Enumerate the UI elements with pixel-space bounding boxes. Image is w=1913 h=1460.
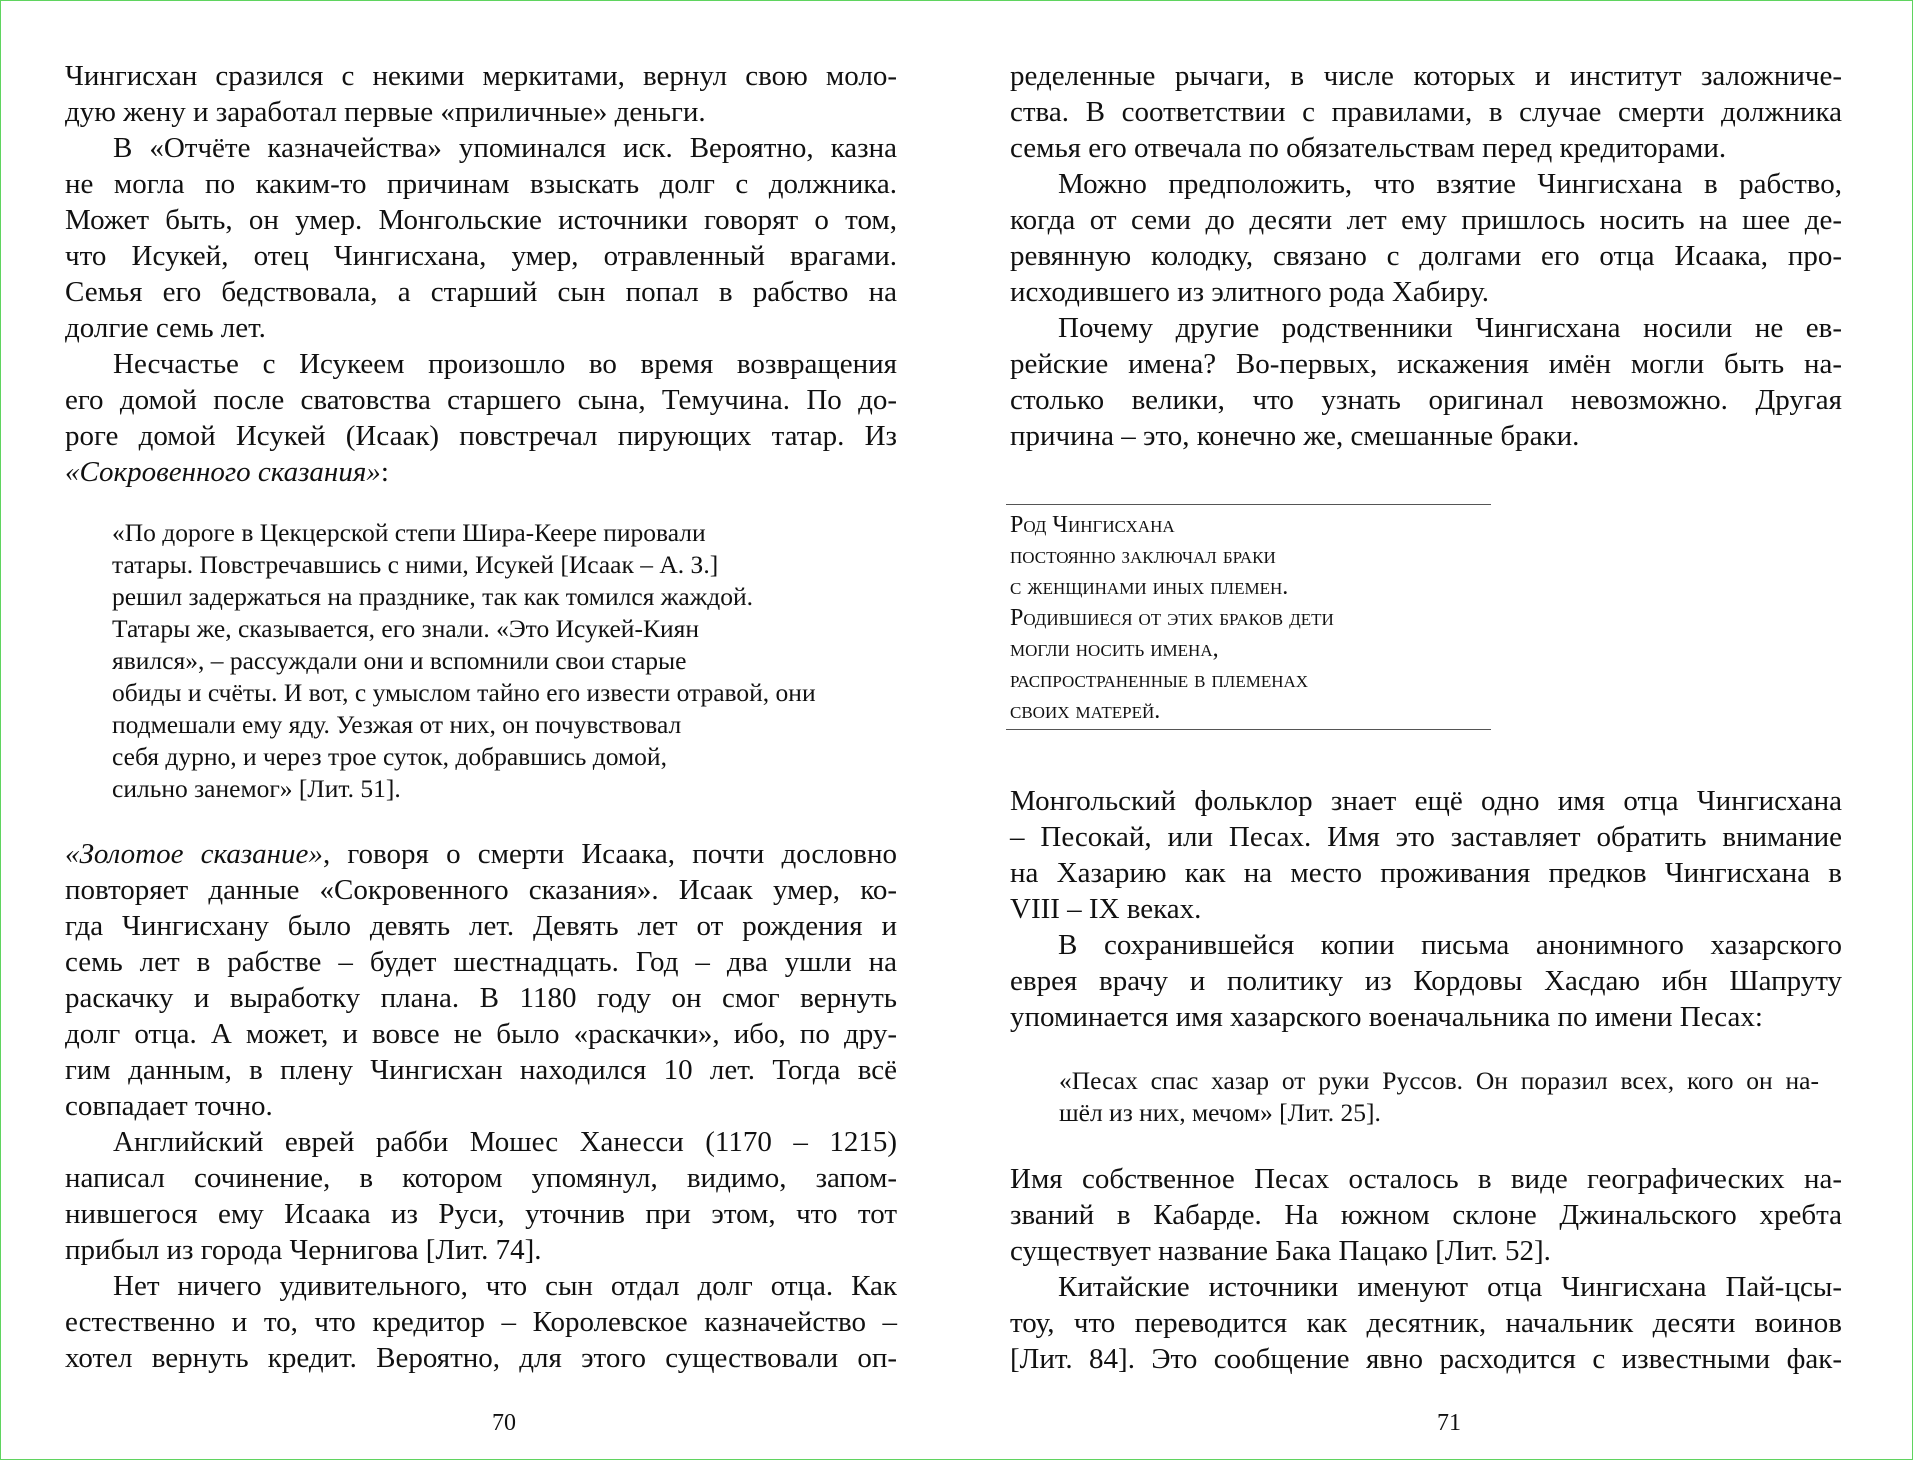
text-line: В сохранившейся копии письма анонимного хазарского (1058, 929, 1842, 961)
text-line: тоу, что переводится как десятник, начальник десяти воинов (1010, 1307, 1842, 1339)
right-text-block-3 (1010, 1161, 1842, 1377)
text-line: естественно и то, что кредитор – Королевское казначейство – (65, 1306, 897, 1338)
text-line: ревянную колодку, связано с долгами его отца Исаака, про- (1010, 240, 1842, 272)
text-line: распространенные в племенах (1010, 667, 1309, 693)
text-line: VIII – IX веках. (1010, 893, 1202, 925)
text-line: Может быть, он умер. Монгольские источники говорят о том, (65, 204, 897, 236)
text-line: обиды и счёты. И вот, с умыслом тайно его извести отравой, они (112, 678, 816, 707)
page-number-right: 71 (1437, 1410, 1461, 1436)
page-number-left: 70 (492, 1410, 516, 1436)
text-line: Английский еврей рабби Мошес Ханесси (1170 – 1215) (113, 1126, 897, 1158)
text-line: хотел вернуть кредит. Вероятно, для этого существовали оп- (65, 1342, 897, 1374)
right-quote (1059, 1065, 1819, 1129)
left-quote (112, 517, 912, 805)
text-line: Чингисхан сразился с некими меркитами, вернул свою моло- (65, 60, 897, 92)
text-line: Нет ничего удивительного, что сын отдал долг отца. Как (113, 1270, 897, 1302)
text-line: Можно предположить, что взятие Чингисхана в рабство, (1058, 168, 1842, 200)
text-line: званий в Кабарде. На южном склоне Джинальского хребта (1010, 1199, 1842, 1231)
text-line: ределенные рычаги, в числе которых и институт заложниче- (1010, 60, 1842, 92)
text-line: столько велики, что узнать оригинал невозможно. Другая (1010, 384, 1842, 416)
text-line: упоминается имя хазарского военачальника по имени Песах: (1010, 1001, 1763, 1033)
text-line (65, 454, 897, 490)
text-line: совпадает точно. (65, 1090, 273, 1122)
text-line: гда Чингисхану было девять лет. Девять лет от рождения и (65, 910, 897, 942)
text-line: могли носить имена, (1010, 636, 1219, 662)
text-line: семь лет в рабстве – будет шестнадцать. Год – два ушли на (65, 946, 897, 978)
text-line: В «Отчёте казначейства» упоминался иск. Вероятно, казна (113, 132, 897, 164)
text-line: Почему другие родственники Чингисхана носили не ев- (1058, 312, 1842, 344)
text-line: гим данным, в плену Чингисхан находился 10 лет. Тогда всё (65, 1054, 897, 1086)
text-line: роге домой Исукей (Исаак) повстречал пирующих татар. Из (65, 420, 897, 452)
text-line: шёл из них, мечом» [Лит. 25]. (1059, 1098, 1381, 1127)
text-line: «Песах спас хазар от руки Руссов. Он поразил всех, кого он на- (1059, 1066, 1819, 1095)
text-line: раскачку и выработку плана. В 1180 году он смог вернуть (65, 982, 897, 1014)
text-line: что Исукей, отец Чингисхана, умер, отравленный врагами. (65, 240, 897, 272)
text-line: повторяет данные «Сокровенного сказания». Исаак умер, ко- (65, 874, 897, 906)
text-line: постоянно заключал браки (1010, 543, 1276, 569)
text-line: на Хазарию как на место проживания предков Чингисхана в (1010, 857, 1842, 889)
text-line: долгие семь лет. (65, 312, 266, 344)
italic-title: «Золотое сказание» (65, 838, 323, 870)
left-text-block-1 (65, 58, 897, 490)
text-line: еврея врачу и политику из Кордовы Хасдаю ибн Шапруту (1010, 965, 1842, 997)
text-line: не могла по каким-то причинам взыскать долг с должника. (65, 168, 897, 200)
text-line: причина – это, конечно же, смешанные браки. (1010, 420, 1580, 452)
text-line: – Песокай, или Песах. Имя это заставляет обратить внимание (1010, 821, 1842, 853)
text-line: [Лит. 84]. Это сообщение явно расходится с известными фак- (1010, 1343, 1842, 1375)
text-line: исходившего из элитного рода Хабиру. (1010, 276, 1490, 308)
text-line (65, 836, 897, 872)
text-line: рейские имена? Во-первых, искажения имён могли быть на- (1010, 348, 1842, 380)
text-line: когда от семи до десяти лет ему пришлось носить на шее де- (1010, 204, 1842, 236)
right-text-block-1 (1010, 58, 1842, 454)
text-line: нившегося ему Исаака из Руси, уточнив при этом, что тот (65, 1198, 897, 1230)
text-line: Китайские источники именуют отца Чингисхана Пай-цсы- (1058, 1271, 1842, 1303)
text-line: себя дурно, и через трое суток, добравшись домой, (112, 742, 667, 771)
text-line: его домой после сватовства старшего сына, Темучина. По до- (65, 384, 897, 416)
text-line: Семья его бедствовала, а старший сын попал в рабство на (65, 276, 897, 308)
left-text-block-2 (65, 836, 897, 1376)
right-text-block-2 (1010, 783, 1842, 1035)
text-line: татары. Повстречавшись с ними, Исукей [Исаак – А. З.] (112, 550, 719, 579)
text-line: с женщинами иных племен. (1010, 574, 1289, 600)
text-line: Имя собственное Песах осталось в виде географических на- (1010, 1163, 1842, 1195)
text-line: написал сочинение, в котором упомянул, видимо, запом- (65, 1162, 897, 1194)
line-text: : (380, 456, 389, 488)
text-line: Татары же, сказывается, его знали. «Это Исукей-Киян (112, 614, 699, 643)
text-line: прибыл из города Чернигова [Лит. 74]. (65, 1234, 542, 1266)
text-line: подмешали ему яду. Уезжая от них, он почувствовал (112, 710, 682, 739)
text-line: ства. В соответствии с правилами, в случае смерти должника (1010, 96, 1842, 128)
sidebar-text (1006, 510, 1491, 727)
text-line: семья его отвечала по обязательствам перед кредиторами. (1010, 132, 1727, 164)
text-line: дую жену и заработал первые «приличные» деньги. (65, 96, 706, 128)
text-line: сильно занемог» [Лит. 51]. (112, 774, 401, 803)
line-text: , говоря о смерти Исаака, почти дословно (322, 838, 897, 870)
text-line: своих матерей. (1010, 698, 1161, 724)
text-line: «По дороге в Цекцерской степи Шира-Кеере пировали (112, 518, 706, 547)
text-line: явился», – рассуждали они и вспомнили свои старые (112, 646, 687, 675)
text-line: долг отца. А может, и вовсе не было «раскачки», ибо, по дру- (65, 1018, 897, 1050)
italic-title: «Сокровенного сказания» (65, 456, 381, 488)
text-line: Монгольский фольклор знает ещё одно имя отца Чингисхана (1010, 785, 1842, 817)
text-line: решил задержаться на празднике, так как томился жаждой. (112, 582, 754, 611)
sidebar-callout (1006, 504, 1491, 730)
text-line: Родившиеся от этих браков дети (1010, 605, 1334, 631)
text-line: Род Чингисхана (1010, 512, 1175, 538)
text-line: Несчастье с Исукеем произошло во время возвращения (113, 348, 897, 380)
text-line: существует название Бака Пацако [Лит. 52]. (1010, 1235, 1551, 1267)
